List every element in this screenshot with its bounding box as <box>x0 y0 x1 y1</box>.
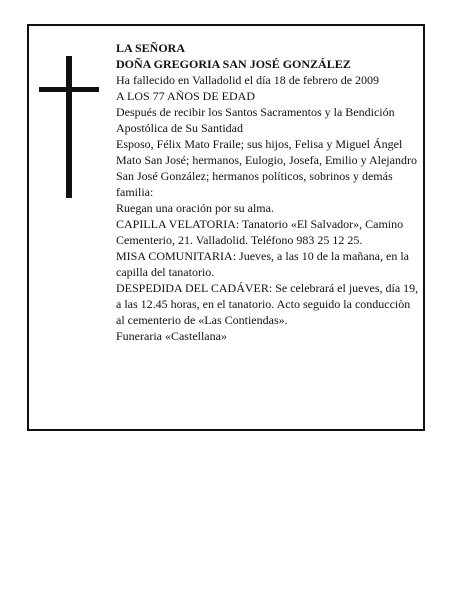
cross-icon <box>39 56 99 198</box>
sacraments-line: Después de recibir los Santos Sacramentos y la Bendición Apostólica de Su Santidad <box>116 105 395 135</box>
cross-vertical-bar <box>66 56 72 198</box>
mass-line: MISA COMUNITARIA: Jueves, a las 10 de la mañana, en la capilla del tanatorio. <box>116 249 409 279</box>
death-date-line: Ha fallecido en Valladolid el día 18 de febrero de 2009 <box>116 73 380 87</box>
obituary-notice <box>27 24 425 431</box>
prayer-line: Ruegan una oración por su alma. <box>116 201 274 215</box>
funeral-home-line: Funeraria «Castellana» <box>116 329 227 343</box>
farewell-line: DESPEDIDA DEL CADÁVER: Se celebrará el jueves, día 19, a las 12.45 horas, en el tanatorio. Acto seguido la conducciòn al cementerio de «Las Contiendas». <box>116 281 419 327</box>
chapel-line: CAPILLA VELATORIA: Tanatorio «El Salvador», Camino Cementerio, 21. Valladolid. Teléfono 983 25 12 25. <box>116 217 404 247</box>
deceased-name: DOÑA GREGORIA SAN JOSÉ GONZÁLEZ <box>116 57 351 71</box>
cross-horizontal-bar <box>39 87 99 92</box>
title-line: LA SEÑORA <box>116 41 186 55</box>
family-line: Esposo, Félix Mato Fraile; sus hijos, Felisa y Miguel Ángel Mato San José; hermanos, Eulogio, Josefa, Emilio y Alejandro San José González; hermanos políticos, sobrinos y demás familia: <box>116 137 417 199</box>
notice-text <box>116 40 421 344</box>
age-line: A LOS 77 AÑOS DE EDAD <box>116 89 256 103</box>
